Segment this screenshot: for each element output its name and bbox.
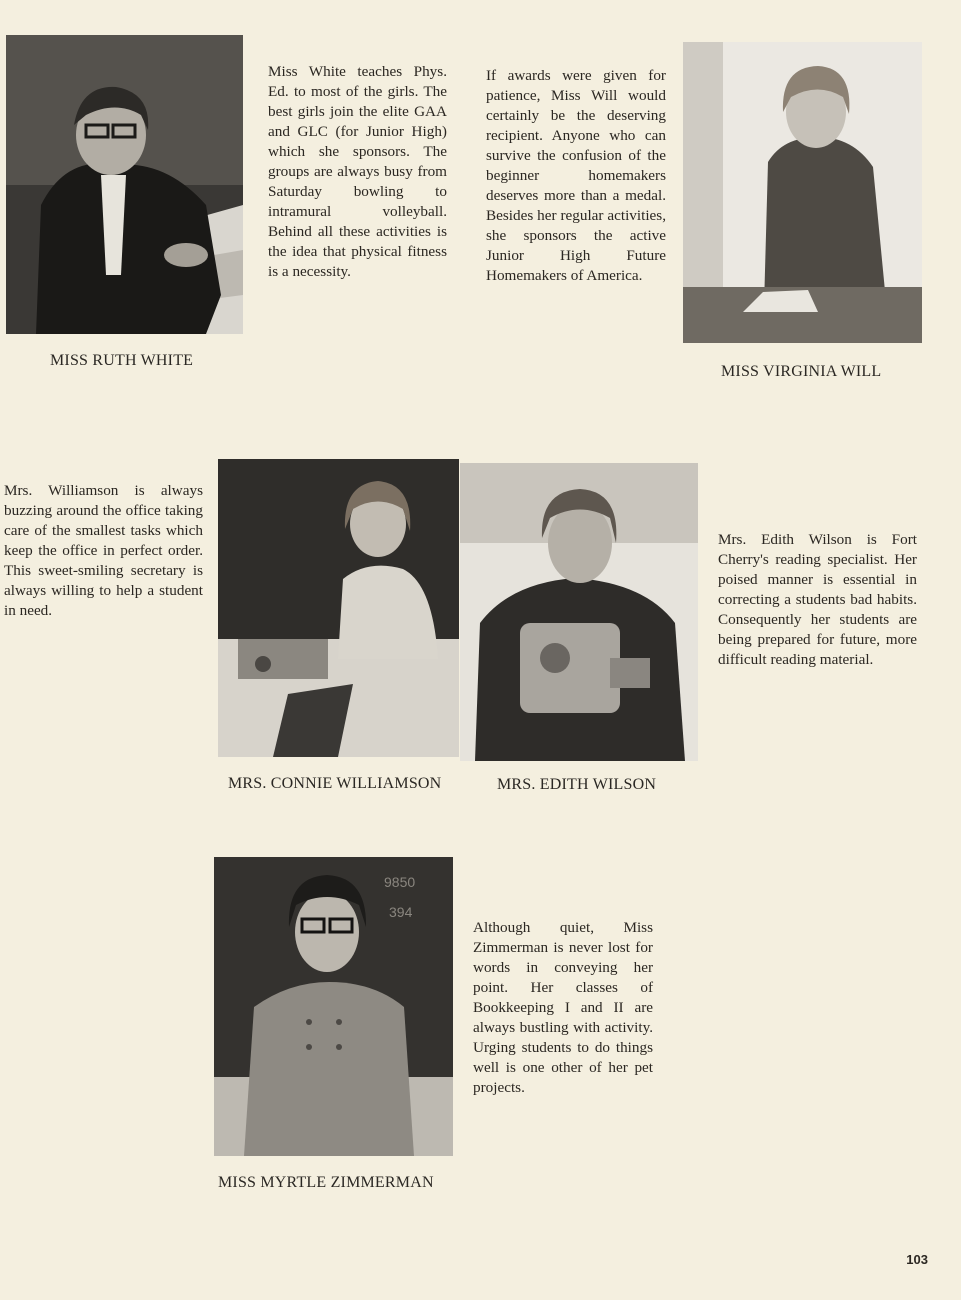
caption-myrtle-zimmerman: MISS MYRTLE ZIMMERMAN: [218, 1174, 434, 1191]
svg-text:9850: 9850: [384, 874, 416, 890]
svg-text:394: 394: [389, 904, 413, 920]
page-number: 103: [906, 1252, 928, 1267]
photo-ruth-white: [6, 35, 243, 334]
bio-edith-wilson: Mrs. Edith Wilson is Fort Cherry's reading specialist. Her poised manner is essential in correcting a students bad habits. Consequently her students are being prepared for future, more difficult reading material.: [718, 531, 917, 668]
bio-connie-williamson: Mrs. Williamson is always buzzing around the office taking care of the smallest tasks which keep the office in perfect order. This sweet-smiling secretary is always willing to help a student in need.: [4, 482, 203, 619]
caption-virginia-will: MISS VIRGINIA WILL: [721, 363, 882, 380]
photo-edith-wilson: [460, 463, 698, 761]
photo-myrtle-zimmerman: [214, 857, 453, 1156]
caption-ruth-white: MISS RUTH WHITE: [50, 352, 194, 369]
photo-connie-williamson: [218, 459, 459, 757]
bio-ruth-white: Miss White teaches Phys. Ed. to most of the girls. The best girls join the elite GAA and GLC (for Junior High) which she sponsors. The groups are always busy from Saturday bowling to intramural volleyball. Behind all these activities is the idea that physical fitness is a necessity.: [268, 63, 447, 280]
caption-edith-wilson: MRS. EDITH WILSON: [497, 776, 657, 793]
photo-virginia-will: [683, 42, 922, 343]
bio-virginia-will: If awards were given for patience, Miss Will would certainly be the deserving recipient. Anyone who can survive the confusion of the beginner homemakers deserves more than a medal. Besides her regular activities, she sponsors the active Junior High Future Homemakers of America.: [486, 67, 666, 284]
caption-connie-williamson: MRS. CONNIE WILLIAMSON: [228, 775, 442, 792]
bio-myrtle-zimmerman: Although quiet, Miss Zimmerman is never lost for words in conveying her point. Her classes of Bookkeeping I and II are always bustling with activity. Urging students to do things well is one other of her pet projects.: [473, 919, 653, 1096]
